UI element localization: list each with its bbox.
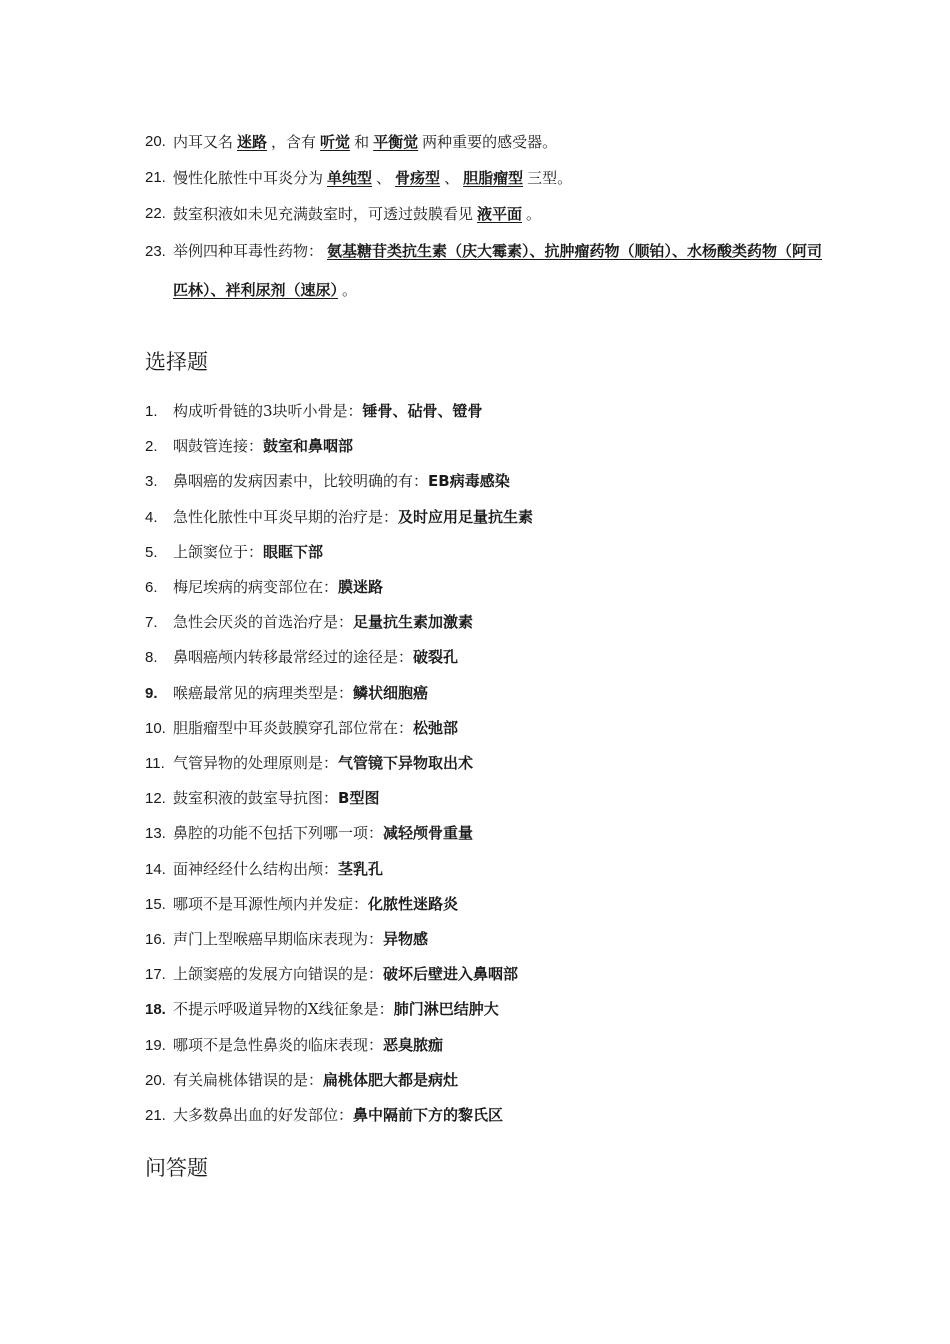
- item-number: 9.: [145, 684, 158, 702]
- item-number: 13.: [145, 825, 166, 843]
- fill-item: [145, 124, 825, 160]
- choice-item: [145, 957, 825, 992]
- question-text: 面神经经什么结构出颅：: [173, 859, 339, 878]
- item-number: 7.: [145, 614, 158, 632]
- question-text: 构成听骨链的3块听小骨是：: [173, 402, 363, 420]
- choice-item: [145, 464, 825, 499]
- item-number: 11.: [145, 755, 165, 773]
- answer-text: 异物感: [383, 930, 429, 949]
- fill-item: [145, 232, 825, 310]
- section-title-choice: 选择题: [145, 350, 208, 374]
- item-number: 5.: [145, 543, 158, 561]
- answer-blank: 迷路: [237, 133, 268, 151]
- answer-text: 松弛部: [413, 718, 459, 737]
- answer-blank: 平衡觉: [373, 133, 419, 151]
- question-text: 慢性化脓性中耳炎分为: [173, 169, 324, 187]
- fill-in-blank-list: [145, 124, 825, 310]
- choice-item: [145, 1063, 825, 1098]
- question-text: 声门上型喉癌早期临床表现为：: [173, 930, 384, 949]
- question-text: 内耳又名: [173, 133, 234, 151]
- answer-text: 恶臭脓痂: [383, 1035, 444, 1054]
- question-text: 有关扁桃体错误的是：: [173, 1070, 324, 1089]
- item-number: 15.: [145, 895, 166, 913]
- question-text: 三型。: [527, 169, 573, 187]
- fill-item: [145, 196, 825, 232]
- item-number: 21.: [145, 169, 166, 186]
- item-number: 4.: [145, 508, 158, 526]
- item-number: 2.: [145, 438, 158, 456]
- answer-text: 及时应用足量抗生素: [398, 507, 534, 526]
- question-text: 哪项不是急性鼻炎的临床表现：: [173, 1035, 384, 1054]
- multiple-choice-list: [145, 394, 825, 1133]
- question-text: 举例四种耳毒性药物：: [173, 242, 324, 260]
- question-text: 、: [376, 169, 392, 187]
- choice-item: [145, 570, 825, 605]
- item-number: 10.: [145, 719, 166, 737]
- fill-item: [145, 160, 825, 196]
- question-text: 上颌窦癌的发展方向错误的是：: [173, 965, 384, 984]
- choice-item: [145, 1098, 825, 1133]
- question-text: 哪项不是耳源性颅内并发症：: [173, 894, 369, 913]
- item-number: 18.: [145, 1001, 166, 1019]
- item-number: 6.: [145, 579, 158, 597]
- question-text: 急性会厌炎的首选治疗是：: [173, 613, 354, 632]
- answer-blank: 液平面: [477, 205, 523, 223]
- choice-item: [145, 781, 825, 816]
- choice-item: [145, 535, 825, 570]
- question-text: 两种重要的感受器。: [422, 133, 558, 151]
- item-number: 14.: [145, 860, 166, 878]
- choice-item: [145, 887, 825, 922]
- answer-blank: 胆脂瘤型: [463, 169, 524, 187]
- answer-text: 破坏后壁进入鼻咽部: [383, 965, 519, 984]
- answer-blank: 骨疡型: [395, 169, 441, 187]
- question-text: 鼻咽癌的发病因素中，比较明确的有：: [173, 472, 429, 491]
- choice-item: [145, 711, 825, 746]
- item-number: 23.: [145, 243, 166, 260]
- item-number: 21.: [145, 1107, 166, 1125]
- choice-item: [145, 640, 825, 675]
- item-number: 19.: [145, 1036, 166, 1054]
- choice-item: [145, 394, 825, 429]
- choice-item: [145, 746, 825, 781]
- choice-item: [145, 852, 825, 887]
- answer-text: 减轻颅骨重量: [383, 824, 474, 843]
- answer-text: EB病毒感染: [428, 472, 510, 491]
- question-text: 不提示呼吸道异物的X线征象是：: [173, 1000, 394, 1019]
- question-text: 急性化脓性中耳炎早期的治疗是：: [173, 507, 399, 526]
- answer-text: 足量抗生素加激素: [353, 613, 474, 632]
- question-text: 和: [354, 133, 370, 151]
- question-text: 。: [342, 281, 358, 299]
- item-number: 1.: [145, 403, 158, 420]
- item-number: 3.: [145, 473, 158, 491]
- question-text: 上颌窦位于：: [173, 542, 264, 561]
- question-text: 鼓室积液的鼓室导抗图：: [173, 789, 339, 808]
- answer-text: 鼓室和鼻咽部: [263, 437, 354, 456]
- question-text: 胆脂瘤型中耳炎鼓膜穿孔部位常在：: [173, 718, 414, 737]
- question-text: 气管异物的处理原则是：: [173, 754, 339, 773]
- choice-item: [145, 992, 825, 1027]
- question-text: 鼻咽癌颅内转移最常经过的途径是：: [173, 648, 414, 667]
- choice-item: [145, 605, 825, 640]
- question-text: 喉癌最常见的病理类型是：: [173, 683, 354, 702]
- answer-blank: 氨基糖苷类抗生素（庆大霉素）、抗肿瘤药物（顺铂）、水杨酸类药物（阿司匹林）、袢利尿剂（速尿）: [173, 242, 823, 299]
- answer-text: B型图: [338, 789, 380, 808]
- answer-text: 破裂孔: [413, 648, 459, 667]
- answer-text: 气管镜下异物取出术: [338, 754, 474, 773]
- choice-item: [145, 1028, 825, 1063]
- item-number: 17.: [145, 966, 166, 984]
- choice-item: [145, 816, 825, 851]
- question-text: 鼓室积液如未见充满鼓室时，可透过鼓膜看见: [173, 205, 474, 223]
- question-text: 咽鼓管连接：: [173, 437, 264, 456]
- question-text: 。: [526, 205, 542, 223]
- answer-text: 扁桃体肥大都是病灶: [323, 1070, 459, 1089]
- answer-text: 鼻中隔前下方的黎氏区: [353, 1106, 504, 1125]
- section-title-qa: 问答题: [145, 1156, 208, 1180]
- answer-text: 化脓性迷路炎: [368, 894, 459, 913]
- answer-blank: 听觉: [320, 133, 351, 151]
- item-number: 12.: [145, 790, 166, 808]
- choice-item: [145, 500, 825, 535]
- choice-item: [145, 676, 825, 711]
- answer-text: 肺门淋巴结肿大: [393, 1000, 499, 1019]
- item-number: 16.: [145, 931, 166, 949]
- answer-text: 眼眶下部: [263, 542, 324, 561]
- question-text: 大多数鼻出血的好发部位：: [173, 1106, 354, 1125]
- item-number: 8.: [145, 649, 158, 667]
- question-text: ，含有: [271, 133, 317, 151]
- choice-item: [145, 922, 825, 957]
- question-text: 鼻腔的功能不包括下列哪一项：: [173, 824, 384, 843]
- answer-text: 锤骨、砧骨、镫骨: [362, 402, 483, 420]
- question-text: 、: [444, 169, 460, 187]
- item-number: 20.: [145, 1071, 166, 1089]
- question-text: 梅尼埃病的病变部位在：: [173, 578, 339, 597]
- answer-blank: 单纯型: [327, 169, 373, 187]
- choice-item: [145, 429, 825, 464]
- item-number: 22.: [145, 205, 166, 222]
- answer-text: 膜迷路: [338, 578, 384, 597]
- answer-text: 茎乳孔: [338, 859, 384, 878]
- answer-text: 鳞状细胞癌: [353, 683, 429, 702]
- item-number: 20.: [145, 133, 166, 150]
